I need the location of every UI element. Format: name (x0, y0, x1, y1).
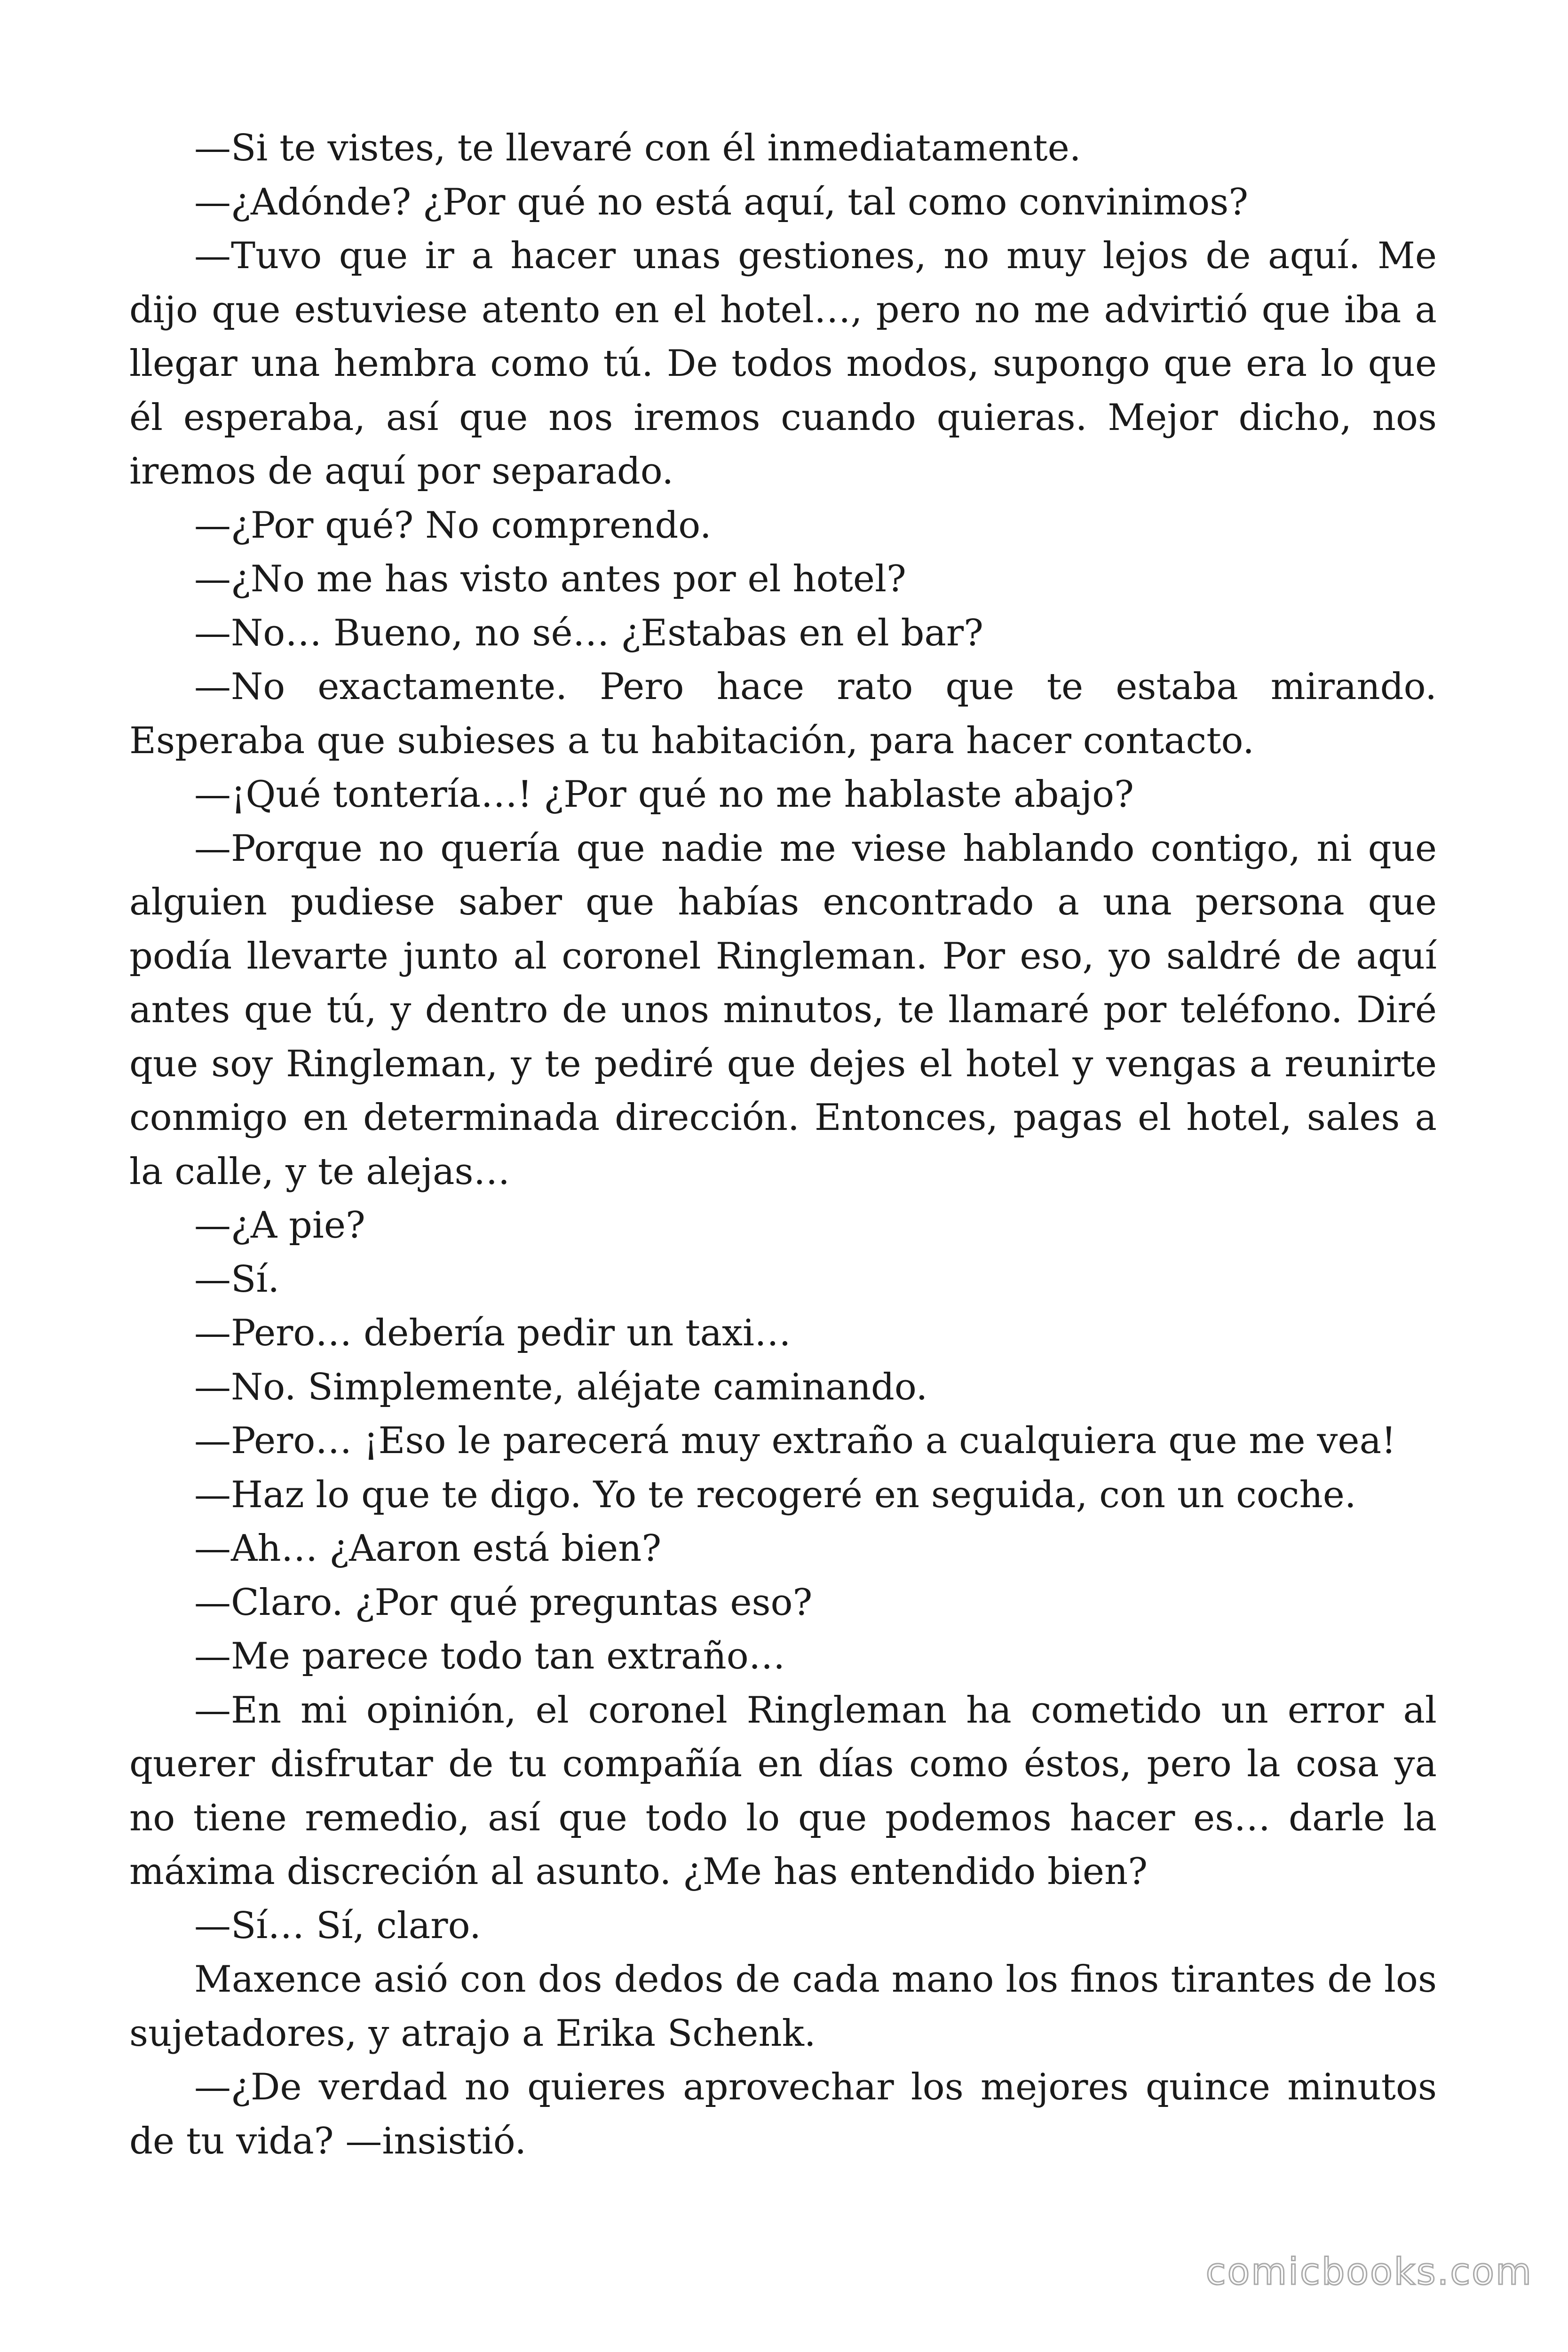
paragraph: Maxence asió con dos dedos de cada mano los finos tirantes de los sujetadores, y atrajo a Erika Schenk. (129, 1958, 1437, 2055)
paragraph: —¡Qué tontería…! ¿Por qué no me hablaste abajo? (194, 773, 1134, 816)
paragraph: —¿A pie? (194, 1204, 365, 1247)
paragraph: —No exactamente. Pero hace rato que te estaba mirando. Esperaba que subieses a tu habitación, para hacer contacto. (129, 666, 1437, 762)
paragraph: —¿No me has visto antes por el hotel? (194, 558, 906, 600)
paragraph: —Porque no quería que nadie me viese hablando contigo, ni que alguien pudiese saber que habías encontrado a una persona que podía llevarte junto al coronel Ringleman. Por eso, yo saldré de aquí antes que tú, y dentro de unos minutos, te llamaré por teléfono. Diré que soy Ringleman, y te pediré que dejes el hotel y vengas a reunirte conmigo en determinada dirección. Entonces, pagas el hotel, sales a la calle, y te alejas… (129, 827, 1437, 1193)
paragraph: —Tuvo que ir a hacer unas gestiones, no muy lejos de aquí. Me dijo que estuviese atento en el hotel…, pero no me advirtió que iba a llegar una hembra como tú. De todos modos, supongo que era lo que él esperaba, así que nos iremos cuando quieras. Mejor dicho, nos iremos de aquí por separado. (129, 235, 1437, 493)
paragraph: —Pero… ¡Eso le parecerá muy extraño a cualquiera que me vea! (194, 1420, 1396, 1462)
paragraph: —Sí… Sí, claro. (194, 1904, 481, 1947)
paragraph: —Me parece todo tan extraño… (194, 1635, 785, 1677)
paragraph: —Ah… ¿Aaron está bien? (194, 1527, 662, 1570)
body-text (129, 121, 1437, 2168)
paragraph: —Sí. (194, 1258, 280, 1301)
paragraph: —Pero… debería pedir un taxi… (194, 1312, 791, 1354)
paragraph: —¿De verdad no quieres aprovechar los mejores quince minutos de tu vida? —insistió. (129, 2066, 1437, 2162)
paragraph: —¿Adónde? ¿Por qué no está aquí, tal como convinimos? (194, 181, 1249, 223)
paragraph: —¿Por qué? No comprendo. (194, 504, 712, 547)
paragraph: —En mi opinión, el coronel Ringleman ha cometido un error al querer disfrutar de tu compañía en días como éstos, pero la cosa ya no tiene remedio, así que todo lo que podemos hacer es… darle la máxima discreción al asunto. ¿Me has entendido bien? (129, 1689, 1437, 1893)
watermark: comicbooks.com (1205, 2251, 1533, 2293)
paragraph: —No… Bueno, no sé… ¿Estabas en el bar? (194, 612, 983, 654)
paragraph: —Si te vistes, te llevaré con él inmediatamente. (194, 127, 1081, 169)
paragraph: —No. Simplemente, aléjate caminando. (194, 1366, 928, 1408)
paragraph: —Haz lo que te digo. Yo te recogeré en seguida, con un coche. (194, 1473, 1356, 1516)
paragraph: —Claro. ¿Por qué preguntas eso? (194, 1581, 813, 1624)
